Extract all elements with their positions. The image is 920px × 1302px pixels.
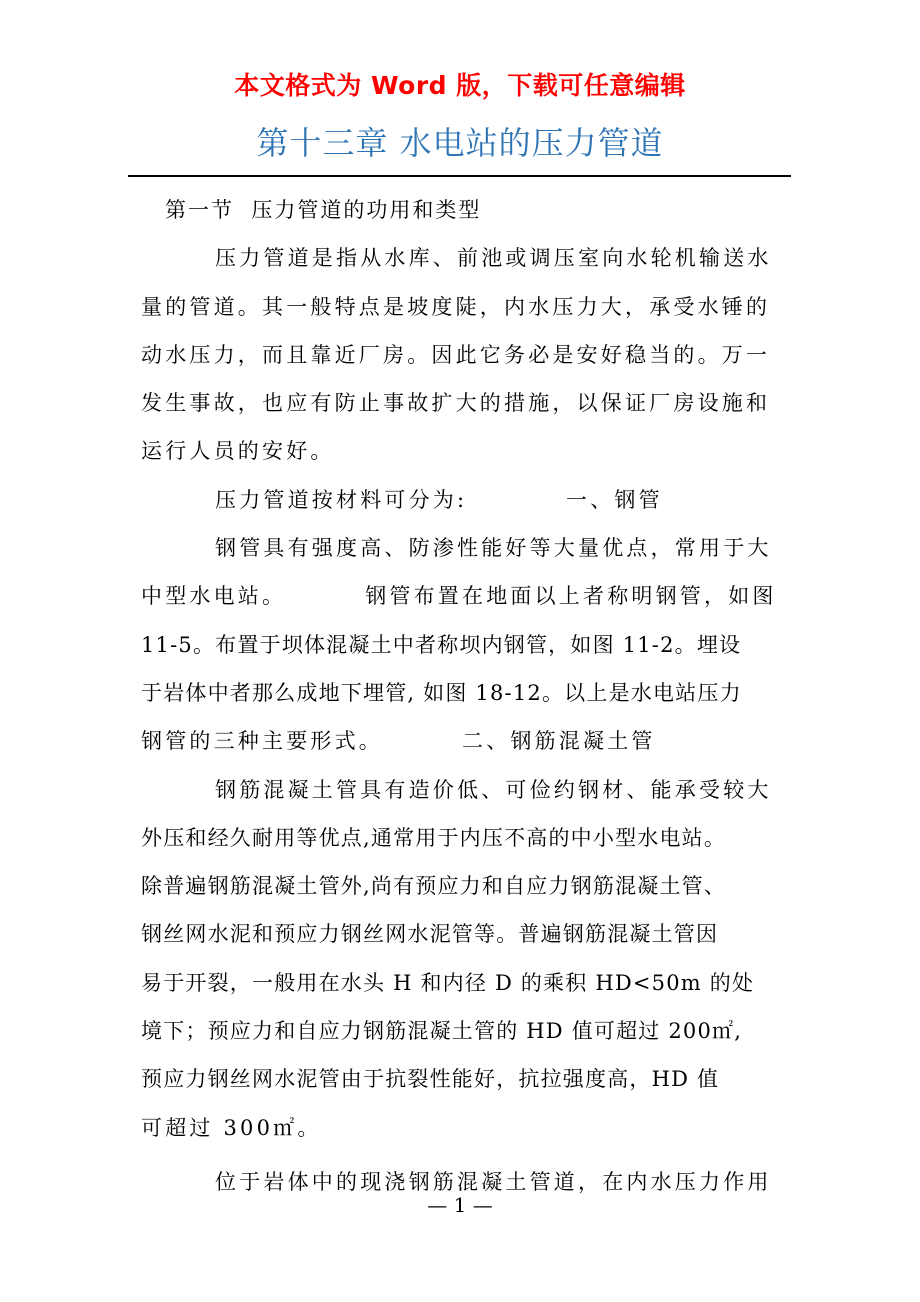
paragraph-line: 量的管道。其一般特点是坡度陡，内水压力大，承受水锤的 [141,294,771,319]
paragraph-line: 压力管道按材料可分为: 一、钢管 [215,487,663,512]
paragraph-line: 发生事故，也应有防止事故扩大的措施，以保证厂房设施和 [141,391,771,416]
paragraph-line: 钢筋混凝土管具有造价低、可俭约钢材、能承受较大 [215,777,772,802]
paragraph-line: 中型水电站。 钢管布置在地面以上者称明钢管，如图 [141,584,777,609]
paragraph-line: 除普遍钢筋混凝土管外,尚有预应力和自应力钢筋混凝土管、 [141,874,727,899]
chapter-title: 第十三章 水电站的压力管道 [256,124,664,162]
download-banner: 本文格式为 Word 版，下载可任意编辑 [234,71,686,100]
document-body [141,186,781,1206]
paragraph-line: 运行人员的安好。 [141,439,335,464]
paragraph-line: 11-5。布置于坝体混凝土中者称坝内钢管，如图 11-2。埋设 [141,632,742,657]
paragraph-line: 钢管的三种主要形式。 二、钢筋混凝土管 [141,729,656,754]
paragraph-line: 动水压力，而且靠近厂房。因此它务必是安好稳当的。万一 [141,342,771,367]
header-divider [128,175,791,177]
paragraph-line: 位于岩体中的现浇钢筋混凝土管道，在内水压力作用 [215,1169,772,1194]
paragraph-line: 钢管具有强度高、防渗性能好等大量优点，常用于大 [215,536,772,561]
section-heading: 第一节 压力管道的功用和类型 [165,198,482,222]
paragraph-line: 压力管道是指从水库、前池或调压室向水轮机输送水 [215,246,772,271]
paragraph-line: 易于开裂，一般用在水头 H 和内径 D 的乘积 HD<50m 的处 [141,970,755,995]
page-number: — 1 — [427,1193,493,1217]
paragraph-line: 可超过 300㎡。 [141,1115,322,1140]
paragraph-line: 钢丝网水泥和预应力钢丝网水泥管等。普遍钢筋混凝土管因 [141,922,719,947]
paragraph-line: 境下；预应力和自应力钢筋混凝土管的 HD 值可超过 200㎡, [141,1019,743,1044]
paragraph-line: 外压和经久耐用等优点,通常用于内压不高的中小型水电站。 [141,825,727,850]
paragraph-line: 预应力钢丝网水泥管由于抗裂性能好，抗拉强度高，HD 值 [141,1067,720,1092]
paragraph-line: 于岩体中者那么成地下埋管, 如图 18-12。以上是水电站压力 [141,680,742,705]
